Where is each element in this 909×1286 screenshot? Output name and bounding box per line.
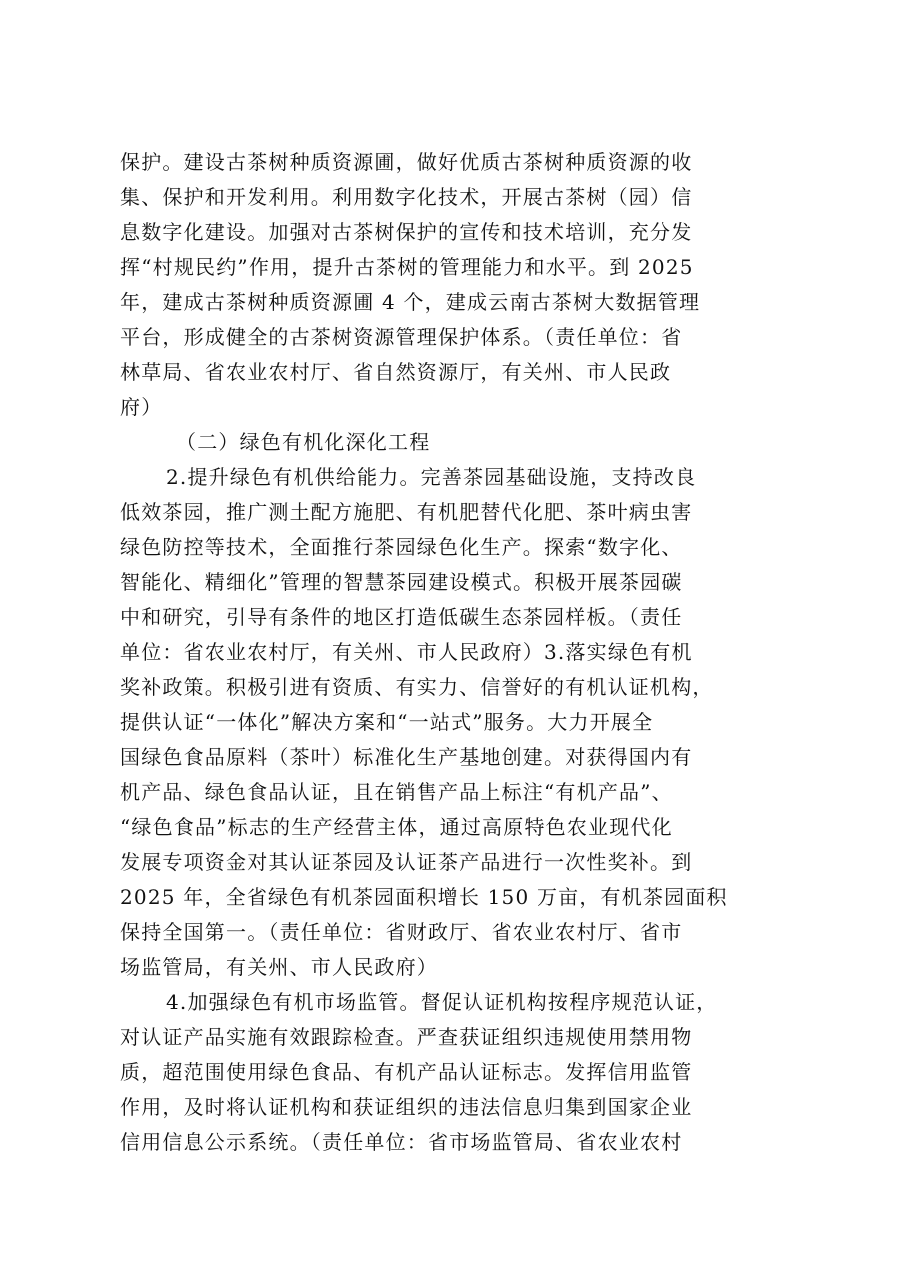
text-line: 智能化、精细化”管理的智慧茶园建设模式。积极开展茶园碳 xyxy=(120,570,683,594)
text-line: 保护。建设古茶树种质资源圃，做好优质古茶树种质资源的收 xyxy=(120,150,693,174)
text-line: 挥“村规民约”作用，提升古茶树的管理能力和水平。到 2025 xyxy=(120,255,694,279)
document-body xyxy=(120,145,796,1160)
text-line: 集、保护和开发利用。利用数字化技术，开展古茶树（园）信 xyxy=(120,185,693,209)
section-heading: （二）绿色有机化深化工程 xyxy=(176,430,431,454)
text-line: 低效茶园，推广测土配方施肥、有机肥替代化肥、茶叶病虫害 xyxy=(120,500,693,524)
text-line: 国绿色食品原料（茶叶）标准化生产基地创建。对获得国内有 xyxy=(120,745,693,769)
text-line: 2025 年，全省绿色有机茶园面积增长 150 万亩，有机茶园面积 xyxy=(120,885,728,909)
text-line: 单位：省农业农村厅，有关州、市人民政府）3.落实绿色有机 xyxy=(120,640,693,664)
text-line: 场监管局，有关州、市人民政府） xyxy=(120,955,438,979)
text-line: 绿色防控等技术，全面推行茶园绿色化生产。探索“数字化、 xyxy=(120,535,683,559)
text-line: 年，建成古茶树种质资源圃 4 个，建成云南古茶树大数据管理 xyxy=(120,290,701,314)
text-line: 发展专项资金对其认证茶园及认证茶产品进行一次性奖补。到 xyxy=(120,850,693,874)
text-line: “绿色食品”标志的生产经营主体，通过高原特色农业现代化 xyxy=(120,815,673,839)
text-line: 机产品、绿色食品认证，且在销售产品上标注“有机产品”、 xyxy=(120,780,673,804)
text-line: 作用，及时将认证机构和获证组织的违法信息归集到国家企业 xyxy=(120,1095,693,1119)
paragraph-start-line: 2.提升绿色有机供给能力。完善茶园基础设施，支持改良 xyxy=(166,465,697,489)
text-line: 奖补政策。积极引进有资质、有实力、信誉好的有机认证机构， xyxy=(120,675,714,699)
text-line: 林草局、省农业农村厅、省自然资源厅，有关州、市人民政 xyxy=(120,360,672,384)
text-line: 中和研究，引导有条件的地区打造低碳生态茶园样板。（责任 xyxy=(120,605,683,629)
text-line: 平台，形成健全的古茶树资源管理保护体系。（责任单位：省 xyxy=(120,325,683,349)
text-line: 府） xyxy=(120,395,163,419)
text-line: 信用信息公示系统。（责任单位：省市场监管局、省农业农村 xyxy=(120,1130,683,1154)
text-line: 对认证产品实施有效跟踪检查。严查获证组织违规使用禁用物 xyxy=(120,1025,693,1049)
text-line: 息数字化建设。加强对古茶树保护的宣传和技术培训，充分发 xyxy=(120,220,693,244)
text-line: 提供认证“一体化”解决方案和“一站式”服务。大力开展全 xyxy=(120,710,654,734)
paragraph-start-line: 4.加强绿色有机市场监管。督促认证机构按程序规范认证， xyxy=(166,990,718,1014)
text-line: 质，超范围使用绿色食品、有机产品认证标志。发挥信用监管 xyxy=(120,1060,693,1084)
text-line: 保持全国第一。（责任单位：省财政厅、省农业农村厅、省市 xyxy=(120,920,683,944)
